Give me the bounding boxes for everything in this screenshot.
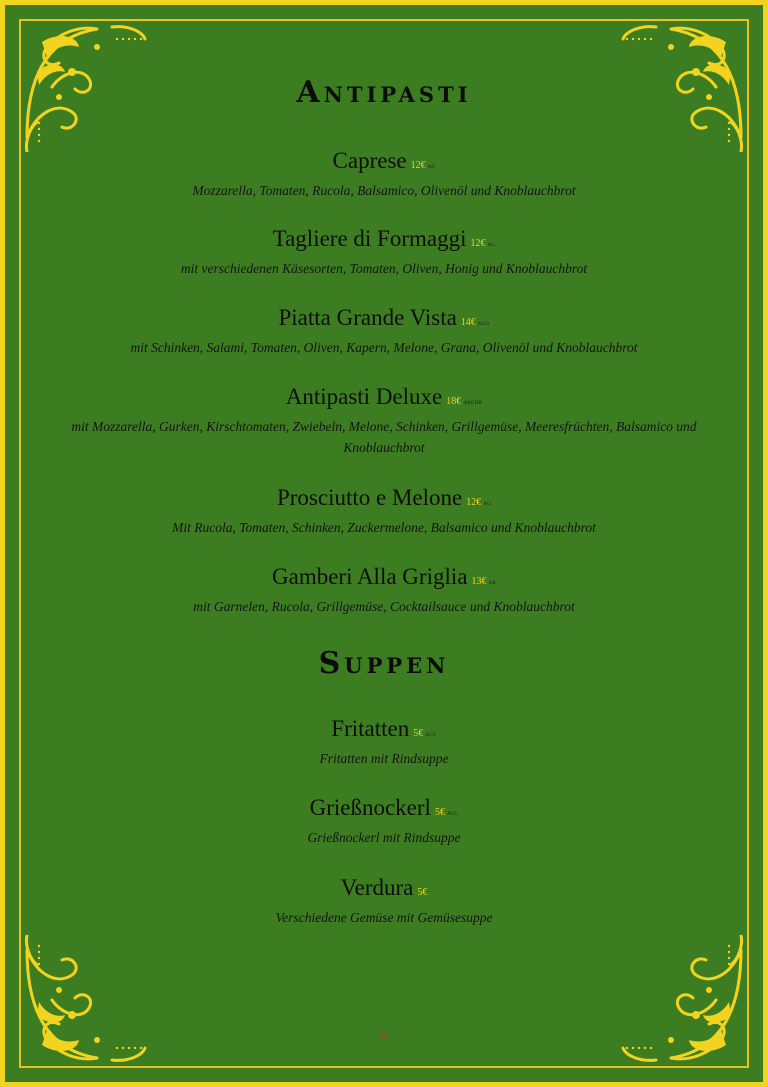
item-description: Grießnockerl mit Rindsuppe (307, 830, 461, 845)
item-price: 14€ (460, 317, 476, 328)
item-price: 18€ (446, 396, 462, 407)
item-name: Grießnockerl (309, 795, 431, 820)
ornament-corner-bottom-right (616, 935, 751, 1070)
item-description: Mozzarella, Tomaten, Rucola, Balsamico, Olivenöl und Knoblauchbrot (192, 183, 576, 198)
menu-item-antipasti-deluxe (45, 384, 723, 458)
item-name: Verdura (340, 875, 414, 900)
item-description: Verschiedene Gemüse mit Gemüsesuppe (275, 910, 493, 925)
menu-item-caprese (45, 148, 723, 201)
menu-item-prosciutto-e-melone (45, 485, 723, 538)
item-allergens: AO (483, 502, 492, 507)
section-title-antipasti: Antipasti (296, 75, 472, 110)
item-description: mit Schinken, Salami, Tomaten, Oliven, Kapern, Melone, Grana, Olivenöl und Knoblauchbrot (130, 340, 638, 355)
item-description: mit Mozzarella, Gurken, Kirschtomaten, Zwiebeln, Melone, Schinken, Grillgemüse, Meeresfrüchten, Balsamico und Knoblauchbrot (71, 419, 697, 455)
item-allergens: AGO (477, 322, 490, 327)
menu-item-piatta-grande-vista (45, 305, 723, 358)
section-title-suppen: Suppen (318, 646, 450, 681)
item-name: Gamberi Alla Griglia (272, 564, 468, 589)
item-allergens: ACG (425, 733, 437, 738)
item-price: 13€ (471, 576, 487, 587)
item-allergens: AB (488, 581, 496, 586)
item-description: Mit Rucola, Tomaten, Schinken, Zuckermelone, Balsamico und Knoblauchbrot (172, 520, 596, 535)
item-allergens: ABGOR (463, 401, 483, 406)
item-price: 5€ (434, 807, 445, 818)
menu-item-verdura (45, 875, 723, 928)
item-allergens: ACG (446, 812, 459, 817)
item-description: mit Garnelen, Rucola, Grillgemüse, Cocktailsauce und Knoblauchbrot (193, 599, 575, 614)
item-name: Piatta Grande Vista (278, 305, 457, 330)
item-allergens: AG (487, 243, 496, 248)
item-allergens: AG (427, 165, 436, 170)
item-name: Fritatten (331, 716, 410, 741)
item-price: 12€ (470, 238, 486, 249)
item-name: Caprese (332, 148, 407, 173)
item-name: Antipasti Deluxe (285, 384, 443, 409)
menu-item-fritatten (45, 716, 723, 769)
item-price: 12€ (410, 160, 426, 171)
item-description: mit verschiedenen Käsesorten, Tomaten, Oliven, Honig und Knoblauchbrot (180, 261, 588, 276)
page-mark: V (379, 1029, 389, 1043)
item-description: Fritatten mit Rindsuppe (319, 751, 449, 766)
menu-item-tagliere-di-formaggi (45, 226, 723, 279)
ornament-corner-bottom-left (17, 935, 152, 1070)
item-price: 12€ (466, 497, 482, 508)
menu-item-griessnockerl (45, 795, 723, 848)
item-name: Tagliere di Formaggi (272, 226, 467, 251)
item-price: 5€ (417, 887, 428, 898)
item-price: 5€ (413, 728, 424, 739)
item-name: Prosciutto e Melone (276, 485, 463, 510)
menu-item-gamberi-alla-griglia (45, 564, 723, 617)
